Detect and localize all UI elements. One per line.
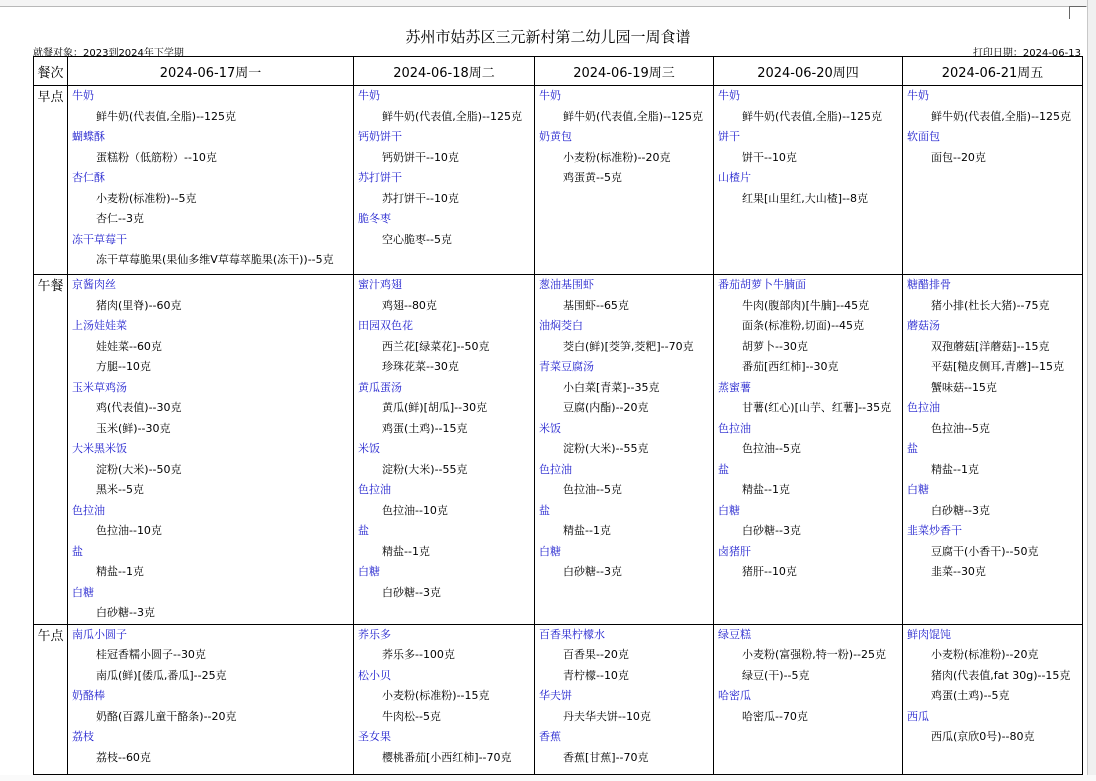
ingredient: 豆腐干(小香干)--50克 — [931, 544, 1039, 558]
day-cell — [354, 624, 535, 774]
ingredient: 牛肉(腹部肉)[牛腩]--45克 — [742, 298, 870, 312]
ingredient: 小麦粉(标准粉)--5克 — [96, 191, 197, 205]
dish-name: 松小贝 — [358, 668, 391, 682]
day-cell — [714, 624, 903, 774]
dish-name: 大米黑米饭 — [72, 442, 127, 455]
ingredient: 鲜牛奶(代表值,全脂)--125克 — [382, 109, 523, 123]
ingredient: 玉米(鲜)--30克 — [96, 421, 171, 435]
ingredient: 荔枝--60克 — [96, 750, 151, 764]
ingredient: 方腿--10克 — [96, 360, 151, 373]
header-row — [34, 57, 1083, 86]
day-cell — [535, 86, 714, 275]
dish-name: 卤猪肝 — [718, 544, 751, 558]
ingredient: 小麦粉(标准粉)--20克 — [563, 150, 671, 164]
window-top-bar — [0, 0, 1096, 7]
dish-name: 盐 — [718, 462, 729, 476]
day-cell — [903, 86, 1083, 275]
day-cell — [903, 275, 1083, 625]
dish-name: 白糖 — [539, 544, 561, 558]
dish-name: 山楂片 — [718, 171, 751, 184]
ingredient: 西兰花[绿菜花]--50克 — [382, 339, 490, 353]
ingredient: 色拉油--5克 — [742, 442, 801, 455]
dish-name: 杏仁酥 — [72, 171, 105, 184]
ingredient: 小麦粉(富强粉,特一粉)--25克 — [742, 648, 887, 661]
meal-row — [34, 86, 1083, 275]
ingredient: 面包--20克 — [931, 150, 986, 164]
dish-name: 玉米草鸡汤 — [72, 380, 127, 394]
ingredient: 淀粉(大米)--55克 — [382, 462, 468, 476]
ingredient: 精盐--1克 — [96, 565, 144, 578]
dish-name: 白糖 — [72, 585, 94, 599]
ingredient: 小白菜[青菜]--35克 — [563, 380, 660, 394]
dish-name: 奶黄包 — [539, 130, 572, 143]
meal-column-header: 餐次 — [34, 57, 68, 86]
ingredient: 空心脆枣--5克 — [382, 232, 452, 246]
ingredient: 苏打饼干--10克 — [382, 191, 459, 205]
dish-name: 香蕉 — [539, 730, 561, 743]
dish-name: 钙奶饼干 — [358, 130, 402, 143]
ingredient: 娃娃菜--60克 — [96, 339, 162, 353]
ingredient: 黑米--5克 — [96, 483, 144, 496]
ingredient: 小麦粉(标准粉)--15克 — [382, 689, 490, 702]
ingredient: 荞乐多--100克 — [382, 648, 455, 661]
meal-row — [34, 275, 1083, 625]
dish-name: 绿豆糕 — [718, 627, 751, 641]
dish-name: 冻干草莓干 — [72, 232, 127, 246]
scrollbar[interactable] — [1087, 0, 1096, 781]
dish-name: 蘑菇汤 — [907, 319, 940, 332]
day-header: 2024-06-21周五 — [903, 57, 1083, 86]
dish-name: 米饭 — [539, 421, 561, 435]
ingredient: 丹夫华夫饼--10克 — [563, 709, 651, 723]
ingredient: 面条(标准粉,切面)--45克 — [742, 319, 865, 332]
ingredient: 鲜牛奶(代表值,全脂)--125克 — [96, 109, 237, 123]
ingredient: 南瓜(鲜)[倭瓜,番瓜]--25克 — [96, 668, 227, 682]
dish-name: 饼干 — [718, 130, 740, 143]
ingredient: 淀粉(大米)--55克 — [563, 442, 649, 455]
ingredient: 精盐--1克 — [931, 462, 979, 476]
weekly-menu-table — [33, 56, 1083, 775]
ingredient: 茭白(鲜)[茭笋,茭粑]--70克 — [563, 339, 694, 353]
meal-label: 早点 — [34, 86, 68, 275]
dish-name: 哈密瓜 — [718, 689, 751, 702]
ingredient: 桂冠香糯小圆子--30克 — [96, 648, 206, 661]
dish-name: 京酱肉丝 — [72, 278, 116, 291]
ingredient: 奶酪(百露儿童干酪条)--20克 — [96, 709, 237, 723]
ingredient: 猪肉(代表值,fat 30g)--15克 — [931, 668, 1071, 682]
ingredient: 蟹味菇--15克 — [931, 380, 997, 394]
dish-name: 蜜汁鸡翅 — [358, 278, 402, 291]
ingredient: 白砂糖--3克 — [931, 503, 990, 517]
dish-name: 白糖 — [907, 483, 929, 496]
ingredient: 黄瓜(鲜)[胡瓜]--30克 — [382, 401, 488, 414]
page-corner-mark — [1069, 6, 1086, 19]
dish-name: 盐 — [539, 503, 550, 517]
day-cell — [535, 624, 714, 774]
dish-name: 西瓜 — [907, 709, 929, 723]
day-cell — [714, 86, 903, 275]
ingredient: 色拉油--10克 — [96, 524, 162, 537]
ingredient: 白砂糖--3克 — [382, 585, 441, 599]
dish-name: 牛奶 — [907, 89, 929, 102]
dish-name: 白糖 — [358, 565, 380, 578]
ingredient: 钙奶饼干--10克 — [382, 150, 459, 164]
ingredient: 豆腐(内酯)--20克 — [563, 401, 649, 414]
meal-label: 午点 — [34, 624, 68, 774]
dish-name: 色拉油 — [539, 462, 572, 476]
dish-name: 田园双色花 — [358, 319, 413, 332]
dish-name: 华夫饼 — [539, 689, 572, 702]
ingredient: 精盐--1克 — [563, 524, 611, 537]
dish-name: 白糖 — [718, 503, 740, 517]
dish-name: 韭菜炒香干 — [907, 524, 962, 537]
ingredient: 青柠檬--10克 — [563, 668, 629, 682]
dish-name: 色拉油 — [718, 421, 751, 435]
day-cell — [714, 275, 903, 625]
day-header: 2024-06-19周三 — [535, 57, 714, 86]
ingredient: 西瓜(京欣0号)--80克 — [931, 730, 1035, 743]
page-bottom-edge — [0, 775, 1096, 781]
ingredient: 香蕉[甘蕉]--70克 — [563, 750, 649, 764]
dish-name: 圣女果 — [358, 730, 391, 743]
dish-name: 黄瓜蛋汤 — [358, 380, 402, 394]
ingredient: 蛋糕粉（低筋粉）--10克 — [96, 150, 217, 164]
dish-name: 蝴蝶酥 — [72, 130, 105, 143]
day-cell — [354, 275, 535, 625]
ingredient: 小麦粉(标准粉)--20克 — [931, 648, 1039, 661]
dish-name: 油焖茭白 — [539, 319, 583, 332]
dish-name: 牛奶 — [72, 89, 94, 102]
ingredient: 韭菜--30克 — [931, 565, 986, 578]
ingredient: 鸡翅--80克 — [382, 298, 437, 312]
ingredient: 淀粉(大米)--50克 — [96, 462, 182, 476]
ingredient: 双孢蘑菇[洋蘑菇]--15克 — [931, 339, 1050, 353]
day-cell — [68, 275, 354, 625]
ingredient: 杏仁--3克 — [96, 212, 144, 225]
ingredient: 色拉油--5克 — [931, 421, 990, 435]
ingredient: 鸡(代表值)--30克 — [96, 401, 182, 414]
day-cell — [535, 275, 714, 625]
ingredient: 鲜牛奶(代表值,全脂)--125克 — [742, 109, 883, 123]
dish-name: 蒸蜜薯 — [718, 380, 751, 394]
ingredient: 番茄[西红柿]--30克 — [742, 360, 839, 373]
dish-name: 上汤娃娃菜 — [72, 319, 127, 332]
dish-name: 百香果柠檬水 — [539, 627, 605, 641]
ingredient: 哈密瓜--70克 — [742, 709, 808, 723]
dish-name: 米饭 — [358, 442, 380, 455]
dish-name: 青菜豆腐汤 — [539, 360, 594, 373]
dish-name: 荔枝 — [72, 730, 94, 743]
dish-name: 糖醋排骨 — [907, 278, 951, 291]
dish-name: 盐 — [358, 524, 369, 537]
day-cell — [68, 86, 354, 275]
day-header: 2024-06-18周二 — [354, 57, 535, 86]
ingredient: 鸡蛋黄--5克 — [563, 171, 622, 184]
dish-name: 南瓜小圆子 — [72, 627, 127, 641]
ingredient: 鲜牛奶(代表值,全脂)--125克 — [931, 109, 1072, 123]
dish-name: 盐 — [72, 544, 83, 558]
ingredient: 冻干草莓脆果(果仙多维V草莓萃脆果(冻干))--5克 — [96, 253, 334, 266]
day-cell — [354, 86, 535, 275]
ingredient: 百香果--20克 — [563, 648, 629, 661]
dish-name: 番茄胡萝卜牛腩面 — [718, 278, 806, 291]
print-date: 打印日期：2024-06-13 — [972, 48, 1081, 59]
ingredient: 绿豆(干)--5克 — [742, 668, 810, 682]
diner-target: 就餐对象：2023到2024年下学期 — [33, 48, 184, 59]
dish-name: 牛奶 — [358, 89, 380, 102]
ingredient: 精盐--1克 — [382, 544, 430, 558]
meal-row — [34, 624, 1083, 774]
ingredient: 猪肉(里脊)--60克 — [96, 298, 182, 312]
day-header: 2024-06-17周一 — [68, 57, 354, 86]
page-title: 苏州市姑苏区三元新村第二幼儿园一周食谱 — [405, 28, 691, 46]
day-cell — [903, 624, 1083, 774]
dish-name: 色拉油 — [907, 401, 940, 414]
dish-name: 色拉油 — [358, 483, 391, 496]
ingredient: 色拉油--10克 — [382, 503, 448, 517]
ingredient: 白砂糖--3克 — [96, 606, 155, 619]
ingredient: 基围虾--65克 — [563, 298, 629, 312]
dish-name: 葱油基围虾 — [539, 278, 594, 291]
day-header: 2024-06-20周四 — [714, 57, 903, 86]
day-cell — [68, 624, 354, 774]
dish-name: 色拉油 — [72, 503, 105, 517]
dish-name: 盐 — [907, 442, 918, 455]
ingredient: 甘薯(红心)[山芋、红薯]--35克 — [742, 401, 892, 414]
meal-label: 午餐 — [34, 275, 68, 625]
dish-name: 脆冬枣 — [358, 212, 391, 225]
ingredient: 珍珠花菜--30克 — [382, 360, 459, 373]
ingredient: 白砂糖--3克 — [742, 524, 801, 537]
dish-name: 牛奶 — [718, 89, 740, 102]
ingredient: 胡萝卜--30克 — [742, 339, 808, 353]
ingredient: 饼干--10克 — [742, 150, 797, 164]
ingredient: 樱桃番茄[小西红柿]--70克 — [382, 750, 512, 764]
dish-name: 荞乐多 — [358, 627, 391, 641]
ingredient: 红果[山里红,大山楂]--8克 — [742, 191, 869, 205]
ingredient: 色拉油--5克 — [563, 483, 622, 496]
ingredient: 鲜牛奶(代表值,全脂)--125克 — [563, 109, 704, 123]
ingredient: 精盐--1克 — [742, 483, 790, 496]
dish-name: 牛奶 — [539, 89, 561, 102]
ingredient: 牛肉松--5克 — [382, 709, 441, 723]
dish-name: 软面包 — [907, 130, 940, 143]
ingredient: 鸡蛋(土鸡)--15克 — [382, 421, 468, 435]
ingredient: 平菇[糙皮侧耳,青蘑]--15克 — [931, 360, 1065, 373]
ingredient: 鸡蛋(土鸡)--5克 — [931, 689, 1010, 702]
dish-name: 奶酪棒 — [72, 689, 105, 702]
dish-name: 苏打饼干 — [358, 171, 402, 184]
ingredient: 猪肝--10克 — [742, 565, 797, 578]
dish-name: 鲜肉馄饨 — [907, 627, 951, 641]
ingredient: 白砂糖--3克 — [563, 565, 622, 578]
ingredient: 猪小排(杜长大猪)--75克 — [931, 298, 1050, 312]
